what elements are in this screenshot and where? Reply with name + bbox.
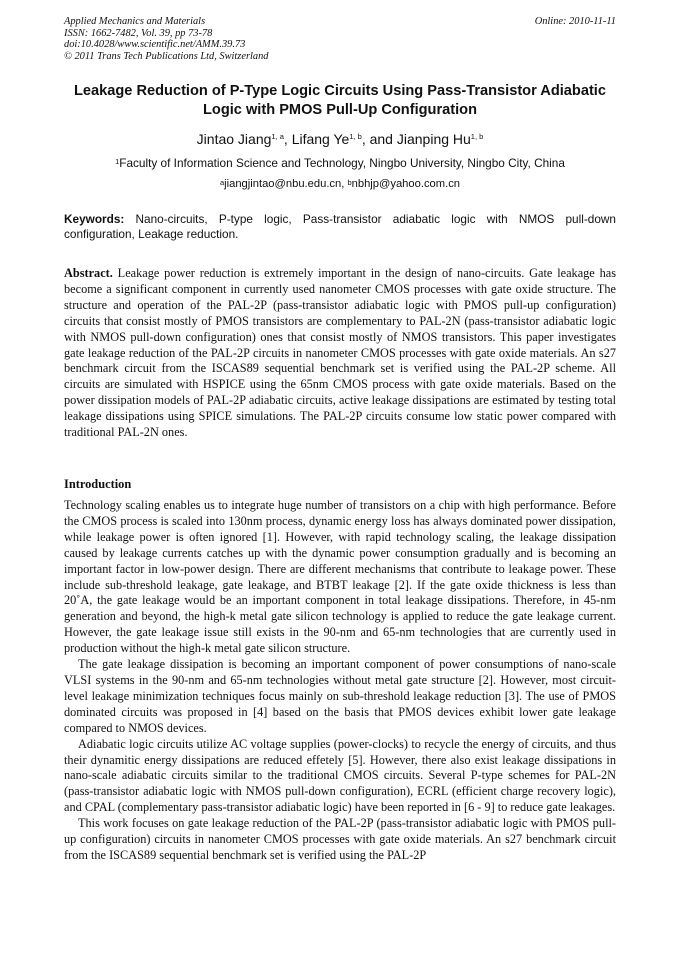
section-heading: Introduction: [64, 477, 132, 491]
paragraph: The gate leakage dissipation is becoming an important component of power consumptions of nano-scale VLSI systems in the 90-nm and 65-nm technologies without metal gate structure [2]. However, most circuit-level leakage minimization techniques focus mainly on sub-threshold leakage reduction [3]. The use of PMOS dominated circuits was proposed in [4] based on the basis that PMOS devices exhibit lower gate leakage compared to NMOS devices.: [64, 657, 616, 735]
journal-doi: doi:10.4028/www.scientific.net/AMM.39.73: [64, 39, 246, 50]
online-date: Online: 2010-11-11: [534, 16, 616, 27]
author-name: Jianping Hu: [396, 131, 471, 147]
paragraph: Adiabatic logic circuits utilize AC voltage supplies (power-clocks) to recycle the energy of circuits, and thus their dynamitic energy dissipations are reduced effetely [5]. However, there also exist leakage dissipations in nano-scale adiabatic circuits similar to the traditional CMOS circuits. Several P-type schemes for PAL-2N (pass-transistor adiabatic logic with NMOS pull-down configuration), ECRL (efficient charge recovery logic), and CPAL (complementary pass-transistor adiabatic logic) have been reported in [6 - 9] to reduce gate leakages.: [64, 736, 616, 815]
author-emails: $^a$jiangjintao@nbu.edu.cn, $^b$nbhjp@yahoo.com.cn: [219, 178, 461, 190]
abstract-text: Leakage power reduction is extremely important in the design of nano-circuits. Gate leakage has become a significant component in currently used nanometer CMOS processes with gate oxide structure. The structure and operation of the PAL-2P (pass-transistor adiabatic logic with PMOS pull-up configuration) circuits that consist mostly of PMOS transistors are complementary to PAL-2N (pass-transistor adiabatic logic with NMOS pull-down configuration) ones that consist mostly of NMOS transistors. This paper investigates gate leakage reduction of the PAL-2P circuits in nanometer CMOS processes with gate oxide materials. An s27 benchmark circuit from the ISCAS89 sequential benchmark set is verified using the PAL-2P scheme. All circuits are simulated with HSPICE using the 65nm CMOS process with gate oxide materials. Based on the power dissipation models of PAL-2P adiabatic circuits, active leakage dissipations are estimated by testing total leakage dissipations using SPICE simulations. The PAL-2P circuits consume low static power compared with traditional PAL-2N ones.: [64, 266, 616, 440]
abstract: [64, 266, 616, 441]
affiliation: $^1$Faculty of Information Science and Technology, Ningbo University, Ningbo City, China: [115, 156, 565, 170]
journal-name: Applied Mechanics and Materials: [64, 16, 206, 27]
email-link[interactable]: nbhjp@yahoo.com.cn: [351, 178, 461, 190]
abstract-label: Abstract.: [64, 266, 113, 280]
email-link[interactable]: jiangjintao@nbu.edu.cn: [224, 178, 342, 190]
author-name: Jintao Jiang: [196, 131, 272, 147]
author-affil-mark: 1, a: [271, 132, 284, 141]
journal-header: [64, 16, 616, 62]
keywords-label: Keywords:: [64, 212, 125, 226]
author-affil-mark: 1, b: [349, 132, 362, 141]
introduction-body: [64, 498, 616, 864]
author-list: Jintao Jiang$^{1, a}$, Lifang Ye$^{1, b}$, and Jianping Hu$^{1, b}$: [196, 131, 484, 147]
author-name: Lifang Ye: [291, 131, 350, 147]
paragraph: Technology scaling enables us to integrate huge number of transistors on a chip with high performance. Before the CMOS process is scaled into 130nm process, dynamic energy loss has always dominated power dissipation, while leakage power is often ignored [1]. However, with rapid technology scaling, the leakage dissipation caused by leakage currents catches up with the dynamic power consumption gradually and is becoming an important factor in low-power design. There are different mechanisms that contribute to leakage power. These include sub-threshold leakage, gate leakage, and BTBT leakage [2]. If the gate oxide thickness is less than 20˚A, the gate leakage would be an important component in total leakage dissipations. Therefore, in 45-nm generation and beyond, the high-k metal gate silicon technology is applied to reduce the gate leakage current. However, the gate leakage issue still exists in the 90-nm and 65-nm technologies that are currently used in production without the high-k metal gate silicon structure.: [64, 498, 616, 656]
author-affil-mark: 1, b: [470, 132, 484, 141]
journal-copyright: © 2011 Trans Tech Publications Ltd, Switzerland: [64, 50, 269, 62]
journal-issn: ISSN: 1662-7482, Vol. 39, pp 73-78: [64, 27, 213, 39]
paper-title: Leakage Reduction of P-Type Logic Circuits Using Pass-Transistor Adiabatic Logic with PMOS Pull-Up Configuration: [74, 83, 606, 118]
paragraph: This work focuses on gate leakage reduction of the PAL-2P (pass-transistor adiabatic logic with PMOS pull-up configuration) circuits in nanometer CMOS processes with gate oxide materials. An s27 benchmark circuit from the ISCAS89 sequential benchmark set is verified using the PAL-2P: [64, 816, 616, 862]
keywords: [64, 212, 616, 242]
keywords-text: Nano-circuits, P-type logic, Pass-transistor adiabatic logic with NMOS pull-down configuration, Leakage reduction.: [64, 212, 616, 241]
